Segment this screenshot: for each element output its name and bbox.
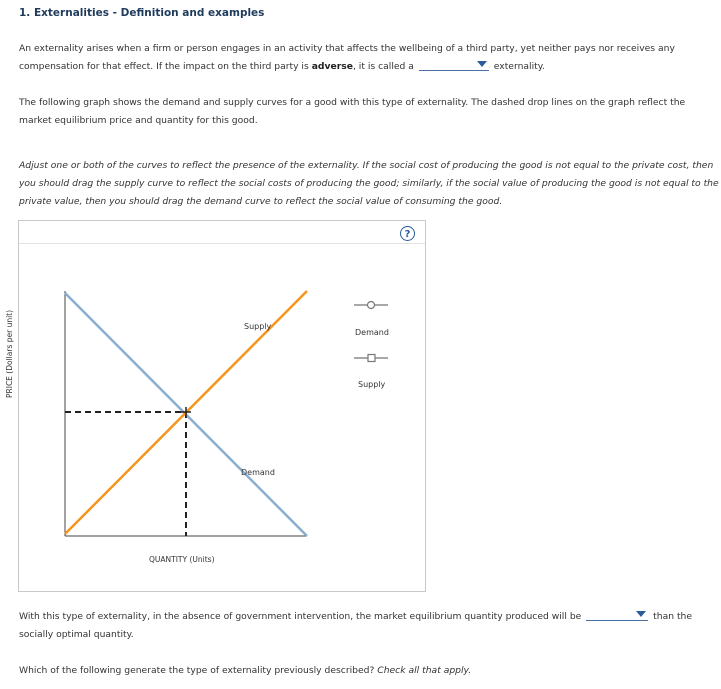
question-quantity-text-1: With this type of externality, in the absence of government intervention, the market equilibrium quantity produced will be — [19, 611, 582, 622]
instructions-paragraph: Adjust one or both of the curves to reflect the presence of the externality. If the social cost of producing the good is not equal to the private cost, then you should drag the supply curve to reflect the social costs of producing the good; similarly, if the social value of producing the good is not equal to the private value, then you should drag the demand curve to reflect the social value of consuming the good. — [19, 160, 719, 207]
help-icon[interactable]: ? — [400, 226, 415, 241]
intro-bold-word: adverse — [311, 61, 353, 72]
graph-intro-paragraph: The following graph shows the demand and supply curves for a good with this type of externality. The dashed drop lines on the graph reflect the market equilibrium price and quantity for this good. — [19, 97, 686, 126]
legend-supply-label: Supply — [358, 380, 386, 389]
chevron-down-icon — [636, 611, 646, 617]
legend-demand-tool[interactable] — [354, 302, 388, 309]
question-quantity-paragraph — [19, 608, 709, 644]
question-examples-paragraph — [19, 662, 709, 680]
legend-supply-tool[interactable] — [354, 355, 388, 362]
question-quantity-text-2: than the socially optimal quantity. — [19, 611, 693, 640]
page-title: 1. Externalities - Definition and examples — [19, 7, 265, 19]
demand-curve-label: Demand — [241, 468, 275, 477]
intro-text-2: , it is called a — [352, 61, 414, 72]
question-examples-text: Which of the following generate the type of externality previously described? — [19, 665, 378, 676]
question-examples-instruction: Check all that apply. — [377, 665, 472, 676]
intro-text-1: An externality arises when a firm or person engages in an activity that affects the wellbeing of a third party, yet neither pays nor receives any compensation for that effect. If the impact on the third party is — [19, 43, 675, 72]
intro-text-3: externality. — [493, 61, 545, 72]
supply-curve-label: Supply — [244, 322, 272, 331]
x-axis-label: QUANTITY (Units) — [149, 555, 215, 564]
y-axis-label: PRICE (Dollars per unit) — [5, 309, 14, 398]
legend-demand-label: Demand — [355, 328, 389, 337]
quantity-comparison-dropdown[interactable] — [586, 608, 648, 621]
